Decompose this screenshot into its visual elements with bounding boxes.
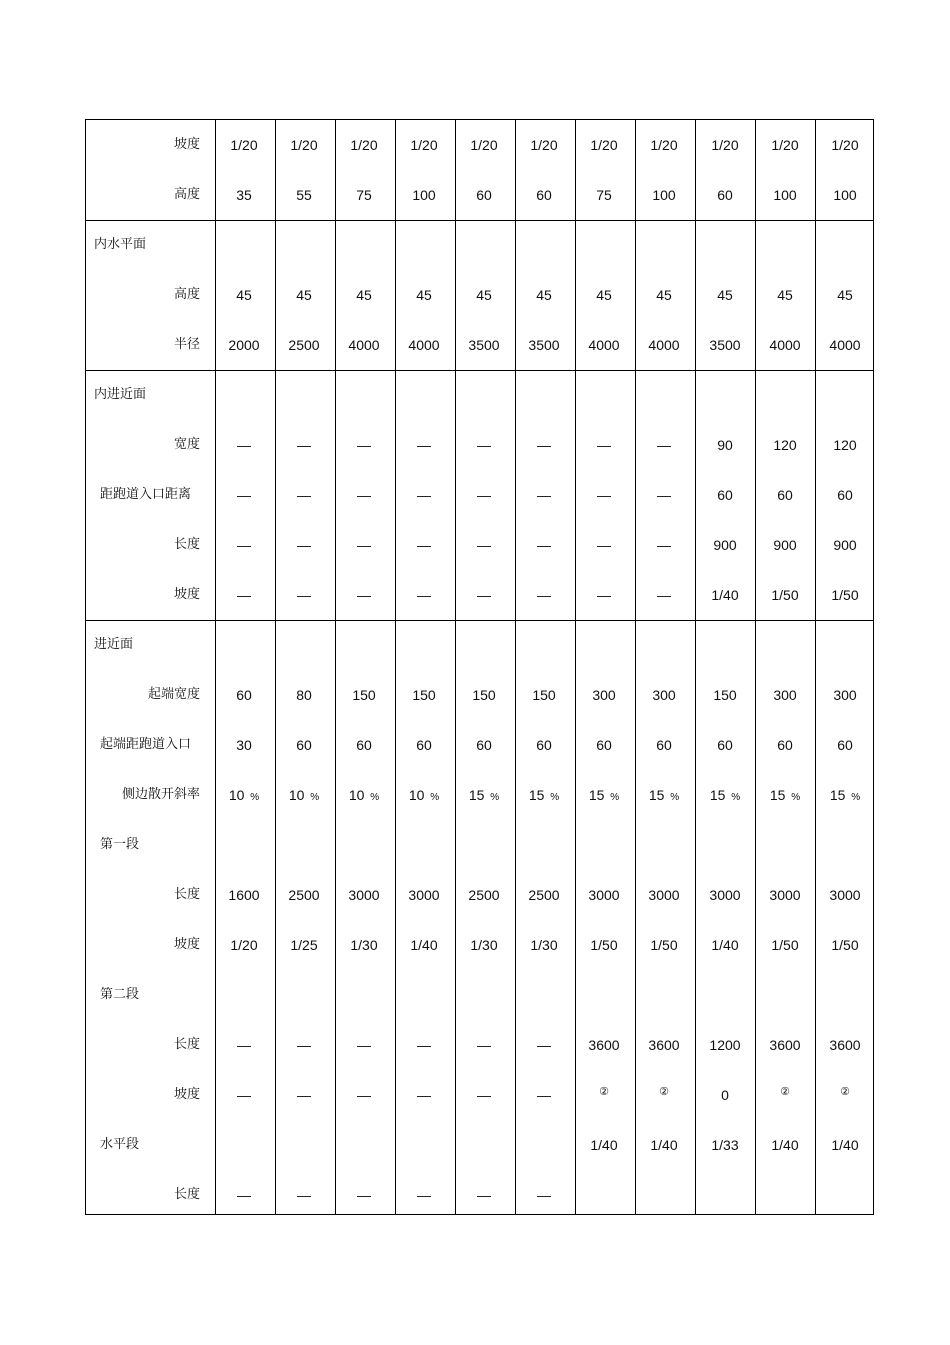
table-cell: 3500 [528,337,560,353]
table-cell: 1/30 [350,937,378,953]
table-cell: 45 [236,287,252,303]
row-label: 距跑道入口距离 [100,487,192,502]
table-cell: — [477,1087,491,1103]
row-label: 起端距跑道入口 [100,737,192,752]
table-cell: 1/30 [470,937,498,953]
table-row [86,1070,873,1120]
table-cell: 1/20 [590,137,618,153]
table-cell: — [237,1087,251,1103]
table-cell: — [477,587,491,603]
table-row [86,1020,873,1070]
table-cell: 300 [833,687,857,703]
table-cell: 45 [536,287,552,303]
table-cell: — [417,1187,431,1203]
table-cell: — [417,537,431,553]
table-cell: — [657,537,671,553]
table-cell: 15 % [648,787,680,803]
table-cell: — [477,1037,491,1053]
table-cell: 75 [596,187,612,203]
table-row [86,1170,873,1220]
table-cell: 2500 [528,887,560,903]
table-cell: 300 [592,687,616,703]
table-cell: 35 [236,187,252,203]
table-cell: 55 [296,187,312,203]
table-cell: 60 [536,187,552,203]
table-row [86,520,873,570]
table-cell: 1/20 [230,937,258,953]
table-row [86,570,873,620]
table-cell: 300 [773,687,797,703]
table-cell: — [537,437,551,453]
table-cell: — [417,437,431,453]
row-label: 起端宽度 [147,687,200,702]
table-cell: 1/20 [771,137,799,153]
table-row [86,170,873,220]
table-cell: 4000 [588,337,620,353]
table-cell: 150 [713,687,737,703]
table-cell: 10 % [288,787,320,803]
table-cell: 3000 [348,887,380,903]
table-cell: — [237,587,251,603]
row-label: 内水平面 [94,237,147,252]
table-cell: 1/40 [410,937,438,953]
table-cell: ② [780,1086,790,1098]
table-cell: — [297,1087,311,1103]
table-cell: 150 [532,687,556,703]
table-cell: 1/50 [650,937,678,953]
table-row [86,470,873,520]
table-cell: 15 % [588,787,620,803]
table-row [86,120,873,170]
row-label: 坡度 [173,587,200,602]
table-cell: 3000 [408,887,440,903]
table-cell: 60 [536,737,552,753]
table-cell: 1/40 [590,1137,618,1153]
table-cell: 1/20 [290,137,318,153]
table-cell: — [297,487,311,503]
table-cell: — [357,587,371,603]
table-cell: 100 [833,187,857,203]
table-cell: 120 [833,437,857,453]
table-cell: 60 [356,737,372,753]
table-cell: 60 [296,737,312,753]
row-label: 进近面 [94,637,134,652]
table-cell: 1200 [709,1037,741,1053]
table-cell: — [597,437,611,453]
table-cell: 150 [472,687,496,703]
row-label: 长度 [173,887,200,902]
table-row [86,220,873,270]
table-row [86,270,873,320]
table-cell: 60 [596,737,612,753]
table-cell: ② [599,1086,609,1098]
table-cell: — [417,1037,431,1053]
table-cell: 45 [416,287,432,303]
row-label: 内进近面 [94,387,147,402]
table-cell: — [357,1187,371,1203]
table-row [86,420,873,470]
table-cell: — [237,437,251,453]
table-cell: 15 % [829,787,861,803]
table-cell: 3000 [709,887,741,903]
table-cell: — [417,1087,431,1103]
table-cell: — [297,587,311,603]
table-cell: 100 [652,187,676,203]
table-cell: 150 [412,687,436,703]
table-cell: 15 % [769,787,801,803]
table-cell: ② [659,1086,669,1098]
table-cell: — [657,587,671,603]
table-cell: 1/20 [470,137,498,153]
table-row [86,1120,873,1170]
table-cell: — [357,1037,371,1053]
table-cell: 45 [296,287,312,303]
table-cell: — [597,537,611,553]
table-cell: 150 [352,687,376,703]
table-cell: 3000 [648,887,680,903]
table-cell: 1/40 [711,587,739,603]
table-cell: 60 [837,737,853,753]
table-cell: 60 [837,487,853,503]
table-cell: 3000 [588,887,620,903]
table-cell: 1/20 [650,137,678,153]
table-cell: 1/30 [530,937,558,953]
row-label: 高度 [173,187,200,202]
table-cell: — [417,587,431,603]
table-cell: 4000 [648,337,680,353]
table-cell: 1/40 [650,1137,678,1153]
table-cell: 1600 [228,887,260,903]
table-row [86,870,873,920]
table-cell: 60 [777,737,793,753]
table-cell: 1/50 [771,937,799,953]
table-cell: 30 [236,737,252,753]
table-cell: 1/50 [831,587,859,603]
row-label: 水平段 [100,1137,140,1152]
row-label: 长度 [173,1037,200,1052]
row-label: 高度 [173,287,200,302]
table-cell: 45 [837,287,853,303]
table-cell: 1/33 [711,1137,739,1153]
row-label: 半径 [173,337,200,352]
table-cell: 15 % [709,787,741,803]
table-cell: 1/40 [771,1137,799,1153]
table-cell: 45 [356,287,372,303]
row-label: 坡度 [173,1087,200,1102]
table-cell: 1/20 [350,137,378,153]
table-cell: — [357,1087,371,1103]
table-cell: — [537,487,551,503]
table-row [86,320,873,370]
row-label: 坡度 [173,137,200,152]
table-row [86,370,873,420]
table-cell: 1/50 [590,937,618,953]
table-cell: 3500 [468,337,500,353]
table-cell: 60 [717,737,733,753]
row-label: 第二段 [100,987,140,1002]
table-cell: 10 % [228,787,260,803]
table-cell: 0 [721,1087,729,1103]
table-cell: — [297,537,311,553]
table-cell: — [477,1187,491,1203]
table-cell: — [477,437,491,453]
table-cell: — [597,487,611,503]
table-cell: 60 [777,487,793,503]
table-cell: 80 [296,687,312,703]
table-cell: — [297,1037,311,1053]
table-cell: 60 [416,737,432,753]
table-row [86,670,873,720]
table-cell: 4000 [769,337,801,353]
table-cell: 1/20 [410,137,438,153]
table-cell: 100 [773,187,797,203]
table-cell: 3600 [648,1037,680,1053]
table-cell: — [537,1187,551,1203]
table-cell: — [657,487,671,503]
table-cell: 900 [713,537,737,553]
table-cell: 4000 [408,337,440,353]
table-cell: 45 [717,287,733,303]
table-cell: 900 [773,537,797,553]
table-cell: 2000 [228,337,260,353]
row-label: 坡度 [173,937,200,952]
table-row [86,770,873,820]
table-row [86,970,873,1020]
table-cell: 120 [773,437,797,453]
row-label: 长度 [173,537,200,552]
table-cell: 45 [476,287,492,303]
table-cell: 45 [656,287,672,303]
table-cell: — [657,437,671,453]
table-cell: 3600 [588,1037,620,1053]
table-cell: 75 [356,187,372,203]
table-cell: 2500 [288,337,320,353]
table-cell: — [537,537,551,553]
table-cell: — [357,437,371,453]
table-cell: 60 [476,737,492,753]
table-cell: — [357,537,371,553]
table-cell: 45 [596,287,612,303]
table-cell: 90 [717,437,733,453]
table-cell: 1/50 [771,587,799,603]
table-cell: 1/40 [711,937,739,953]
table-cell: — [477,487,491,503]
table-cell: 3000 [829,887,861,903]
table-cell: 1/20 [831,137,859,153]
table-cell: ② [840,1086,850,1098]
table-cell: 2500 [468,887,500,903]
row-label: 长度 [173,1187,200,1202]
table-cell: 1/20 [711,137,739,153]
table-cell: 900 [833,537,857,553]
row-label: 宽度 [173,437,200,452]
table-cell: 60 [236,687,252,703]
table-cell: — [417,487,431,503]
table-cell: — [297,437,311,453]
table-cell: 15 % [468,787,500,803]
row-label: 第一段 [100,837,140,852]
table-cell: 3500 [709,337,741,353]
table-cell: 60 [717,487,733,503]
row-label: 侧边散开斜率 [121,787,200,802]
table-cell: — [537,587,551,603]
table-row [86,620,873,670]
table-cell: 60 [656,737,672,753]
table-row [86,820,873,870]
table-cell: 10 % [348,787,380,803]
table-cell: — [537,1087,551,1103]
table-cell: 4000 [829,337,861,353]
table-cell: 4000 [348,337,380,353]
data-table [85,119,874,1215]
table-cell: 2500 [288,887,320,903]
table-cell: 3000 [769,887,801,903]
table-row [86,920,873,970]
table-cell: 100 [412,187,436,203]
table-cell: — [237,537,251,553]
table-cell: 300 [652,687,676,703]
table-cell: — [477,537,491,553]
table-cell: — [597,587,611,603]
table-cell: — [237,1037,251,1053]
table-cell: 3600 [769,1037,801,1053]
table-cell: 1/50 [831,937,859,953]
table-cell: 15 % [528,787,560,803]
table-cell: 1/40 [831,1137,859,1153]
table-cell: — [237,487,251,503]
table-cell: 10 % [408,787,440,803]
table-cell: — [297,1187,311,1203]
table-cell: 45 [777,287,793,303]
table-cell: 3600 [829,1037,861,1053]
table-cell: 60 [717,187,733,203]
table-cell: — [237,1187,251,1203]
table-cell: — [537,1037,551,1053]
table-cell: — [357,487,371,503]
table-cell: 60 [476,187,492,203]
table-cell: 1/20 [530,137,558,153]
table-row [86,720,873,770]
table-cell: 1/25 [290,937,318,953]
table-cell: 1/20 [230,137,258,153]
